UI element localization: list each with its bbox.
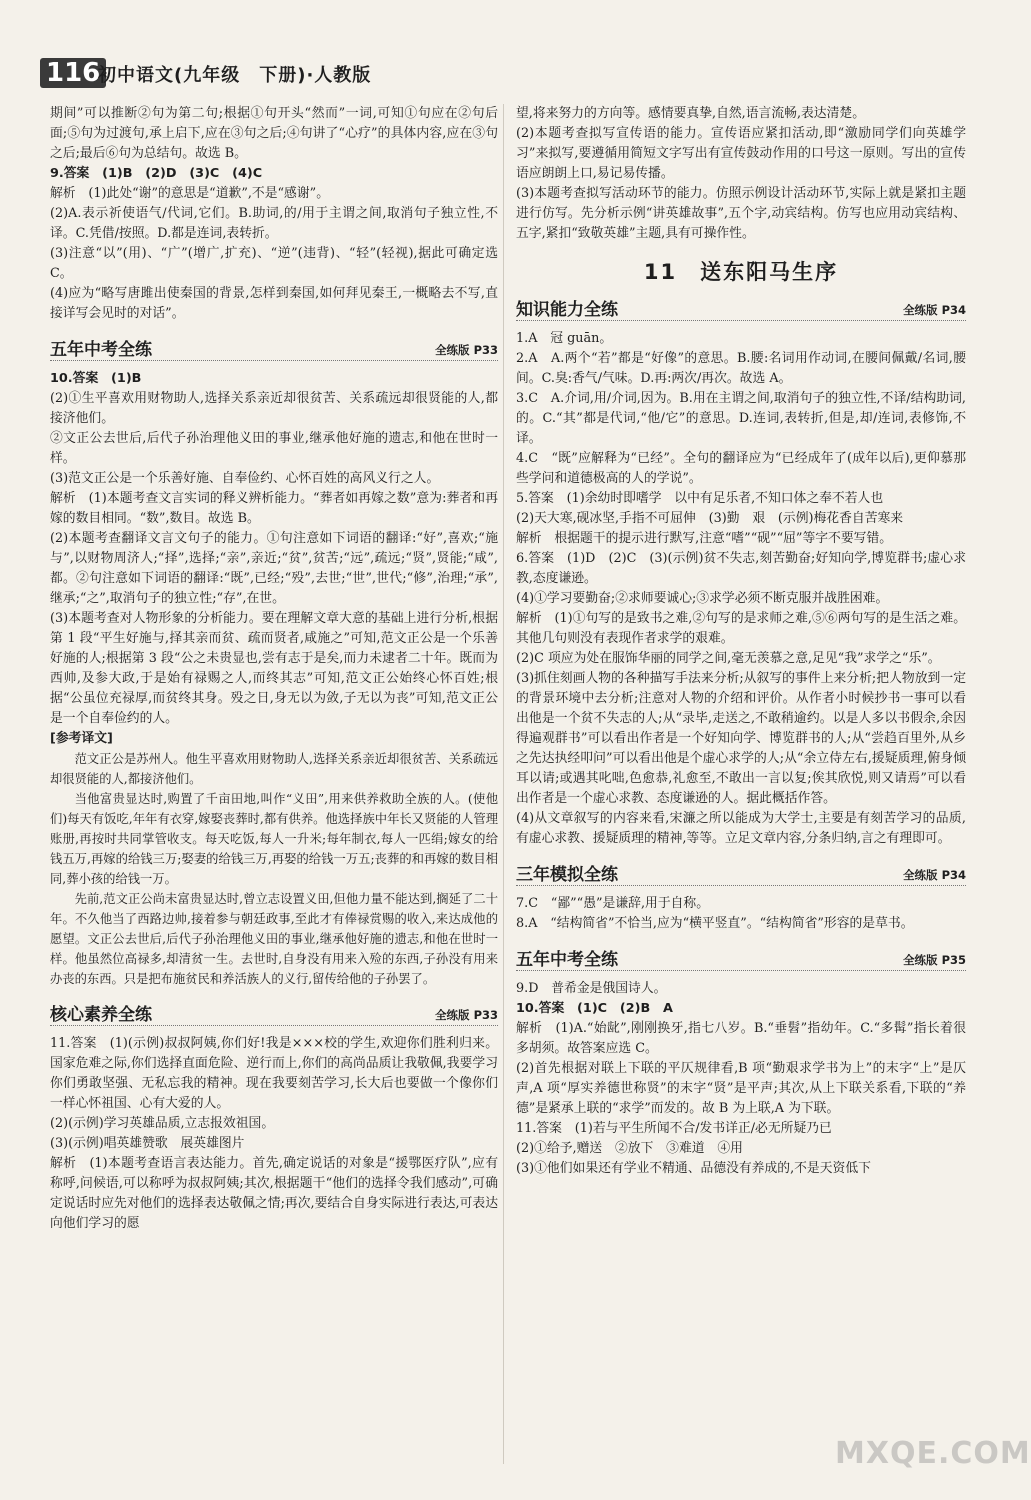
section-header — [516, 942, 966, 971]
paragraph: (2)(示例)学习英雄品质,立志报效祖国。 — [50, 1116, 275, 1131]
paragraph: (4)应为“略写唐雎出使秦国的背景,怎样到秦国,如何拜见秦王,一概略去不写,直接详写会见时的对话”。 — [50, 286, 498, 321]
page-header — [40, 58, 960, 98]
translation-paragraph: 先前,范文正公尚未富贵显达时,曾立志设置义田,但他力量不能达到,搁延了二十年。不久他当了西路边帅,接着参与朝廷政事,至此才有俸禄赏赐的收入,来达成他的愿望。文正公去世后,后代子孙治理他义田的事业,继承他好施的遗志,和他在世时一样。他虽然位高禄多,却清贫一生。去世时,自身没有用来入殓的东西,子孙没有用来办丧的东西。只是把布施贫民和养活族人的义行,留传给他的子孙罢了。 — [50, 892, 498, 986]
paragraph: 望,将来努力的方向等。感情要真挚,自然,语言流畅,表达清楚。 — [516, 106, 865, 121]
translation-heading: [参考译文] — [50, 731, 113, 746]
answer-item: 11.答案 (1)若与平生所闻不合/发书详正/必无所疑乃已 — [516, 1121, 832, 1136]
paragraph: 解析 根据题干的提示进行默写,注意“嗜”“砚”“屈”等字不要写错。 — [516, 531, 893, 546]
paragraph: 解析 (1)A.“始龀”,刚刚换牙,指七八岁。B.“垂髫”指幼年。C.“多髯”指长着很多胡须。故答案应选 C。 — [516, 1021, 966, 1056]
paragraph: (2)本题考查拟写宣传语的能力。宣传语应紧扣活动,即“激励同学们向英雄学习”来拟写,要遵循用简短文字写出有宣传鼓动作用的口号这一原则。写出的宣传语应朗朗上口,易记易传播。 — [516, 126, 966, 181]
answer-item: 4.C “既”应解释为“已经”。全句的翻译应为“已经成年了(成年以后),更仰慕那些学问和道德极高的人的学说”。 — [516, 451, 966, 486]
paragraph: (2)C 项应为处在服饰华丽的同学之间,毫无羡慕之意,足见“我”求学之“乐”。 — [516, 651, 941, 666]
answer-item: 9.D 普希金是俄国诗人。 — [516, 981, 667, 996]
paragraph: (3)本题考查拟写活动环节的能力。仿照示例设计活动环节,实际上就是紧扣主题进行仿写。先分析示例“讲英雄故事”,五个字,动宾结构。仿写也应用动宾结构、五字,紧扣“致敬英雄”主题,具有可操作性。 — [516, 186, 966, 241]
paragraph: (3)范文正公是一个乐善好施、自奉俭约、心怀百姓的高风义行之人。 — [50, 471, 440, 486]
paragraph: (3)本题考查对人物形象的分析能力。要在理解文章大意的基础上进行分析,根据第 1 段“平生好施与,择其亲而贫、疏而贤者,咸施之”可知,范文正公是一个乐善好施的人;根据第 3 段“公之未贵显也,尝有志于是矣,而力未逮者二十年。既而为西帅,及参大政,于是始有禄赐之人,而终其志”可知,范文正公始终心怀百姓;根据“公虽位充禄厚,而贫终其身。殁之日,身无以为敛,子无以为丧”可知,范文正公是一个自奉俭约的人。 — [50, 611, 498, 726]
section-title: 核心素养全练 — [50, 1005, 152, 1025]
section-ref: 全练版 P34 — [903, 868, 966, 882]
paragraph: 期间”可以推断②句为第二句;根据①句开头“然而”一词,可知①句应在②句后面;⑤句为过渡句,承上启下,应在③句之后;④句讲了“心疗”的具体内容,应在③句之后;最后⑥句为总结句。故选 B。 — [50, 106, 498, 161]
answer-item: 3.C A.介词,用/介词,因为。B.用在主谓之间,取消句子的独立性,不译/结构助词,的。C.“其”都是代词,“他/它”的意思。D.连词,表转折,但是,却/连词,表修饰,不译。 — [516, 391, 966, 446]
section-header — [516, 857, 966, 886]
section-title: 三年模拟全练 — [516, 865, 618, 885]
column-divider — [503, 104, 504, 1464]
answer-item: 6.答案 (1)D (2)C (3)(示例)贫不失志,刻苦勤奋;好知向学,博览群书;虚心求教,态度谦逊。 — [516, 551, 966, 586]
paragraph: (3)①他们如果还有学业不精通、品德没有养成的,不是天资低下 — [516, 1161, 871, 1176]
watermark: MXQE.COM — [835, 1436, 1031, 1471]
right-column — [516, 104, 966, 1179]
left-column — [50, 104, 498, 1234]
answer-9: 9.答案 (1)B (2)D (3)C (4)C — [50, 166, 263, 181]
paragraph: 解析 (1)此处“谢”的意思是“道歉”,不是“感谢”。 — [50, 186, 329, 201]
paragraph: 解析 (1)本题考查文言实词的释义辨析能力。“葬者如再嫁之数”意为:葬者和再嫁的数目相同。“数”,数目。故选 B。 — [50, 491, 498, 526]
section-title: 五年中考全练 — [50, 340, 152, 360]
paragraph: (2)首先根据对联上下联的平仄规律看,B 项“勤艰求学书为上”的末字“上”是仄声,A 项“厚实养德世称贤”的末字“贤”是平声;其次,从上下联关系看,下联的“养德”是紧承上联的“求学”而发的。故 B 为上联,A 为下联。 — [516, 1061, 966, 1116]
paragraph: (4)从文章叙写的内容来看,宋濂之所以能成为大学士,主要是有刻苦学习的品质,有虚心求教、援疑质理的精神,等等。立足文章内容,分条归纳,言之有理即可。 — [516, 811, 966, 846]
paragraph: (2)A.表示祈使语气/代词,它们。B.助词,的/用于主谓之间,取消句子独立性,不译。C.凭借/按照。D.都是连词,表转折。 — [50, 206, 498, 241]
paragraph: (3)抓住刻画人物的各种描写手法来分析;从叙写的事件上来分析;把人物放到一定的背景环境中去分析;注意对人物的介绍和评价。从作者小时候抄书一事可以看出他是一个贫不失志的人;从“录毕,走送之,不敢稍逾约。以是人多以书假余,余因得遍观群书”可以看出作者是一个好知向学、博览群书的人;从“尝趋百里外,从乡之先达执经叩问”可以看出他是个虚心求学的人;从“余立侍左右,援疑质理,俯身倾耳以请;或遇其叱咄,色愈恭,礼愈至,不敢出一言以复;俟其欣悦,则又请焉”可以看出作者是一个虚心求教、态度谦逊的人。据此概括作答。 — [516, 671, 966, 806]
page-number: 116 — [40, 58, 106, 88]
section-title: 五年中考全练 — [516, 950, 618, 970]
answer-item: 1.A 冠 guān。 — [516, 331, 613, 346]
paragraph: (3)注意“以”(用)、“广”(增广,扩充)、“逆”(违背)、“轻”(轻视),据此可确定选 C。 — [50, 246, 498, 281]
section-header — [50, 332, 498, 361]
translation-paragraph: 当他富贵显达时,购置了千亩田地,叫作“义田”,用来供养救助全族的人。(使他们)每天有饭吃,年年有衣穿,嫁娶丧葬时,都有供养。他选择族中年长又贤能的人管理账册,再按时共同掌管收支。每天吃饭,每人一升米;每年制衣,每人一匹绢;嫁女的给钱五万,再嫁的给钱三万;娶妻的给钱三万,再娶的给钱一万五;丧葬的和再嫁的数目相同,葬小孩的给钱一万。 — [50, 792, 498, 886]
section-ref: 全练版 P33 — [435, 1008, 498, 1022]
paragraph: (4)①学习要勤奋;②求师要诚心;③求学必须不断克服并战胜困难。 — [516, 591, 889, 606]
answer-item: 5.答案 (1)余幼时即嗜学 以中有足乐者,不知口体之奉不若人也 — [516, 491, 884, 506]
chapter-title: 11 送东阳马生序 — [643, 260, 839, 284]
answer-11: 11.答案 (1)(示例)叔叔阿姨,你们好!我是×××校的学生,欢迎你们胜利归来。国家危难之际,你们选择直面危险、逆行而上,你们的高尚品质让我敬佩,我要学习你们勇敢坚强、无私忘我的精神。现在我要刻苦学习,长大后也要做一个像你们一样心怀祖国、心有大爱的人。 — [50, 1036, 498, 1111]
section-ref: 全练版 P34 — [903, 303, 966, 317]
paragraph: (2)天大寒,砚冰坚,手指不可屈伸 (3)勤 艰 (示例)梅花香自苦寒来 — [516, 511, 904, 526]
paragraph: (2)①生平喜欢用财物助人,选择关系亲近却很贫苦、关系疏远却很贤能的人,都接济他们。 — [50, 391, 498, 426]
translation-paragraph: 范文正公是苏州人。他生平喜欢用财物助人,选择关系亲近却很贫苦、关系疏远却很贤能的人,都接济他们。 — [50, 752, 498, 786]
paragraph: (3)(示例)唱英雄赞歌 展英雄图片 — [50, 1136, 245, 1151]
book-title: 初中语文(九年级 下册)·人教版 — [98, 65, 372, 86]
answer-10: 10.答案 (1)B — [50, 371, 142, 386]
section-header — [516, 292, 966, 321]
paragraph: 解析 (1)①句写的是致书之难,②句写的是求师之难,⑤⑥两句写的是生活之难。其他几句则没有表现作者求学的艰难。 — [516, 611, 966, 646]
answer-item: 8.A “结构简省”不恰当,应为“横平竖直”。“结构简省”形容的是草书。 — [516, 916, 914, 931]
section-header — [50, 997, 498, 1026]
paragraph: ②文正公去世后,后代子孙治理他义田的事业,继承他好施的遗志,和他在世时一样。 — [50, 431, 498, 466]
answer-item: 7.C “鄙”“愚”是谦辞,用于自称。 — [516, 896, 710, 911]
paragraph: (2)①给予,赠送 ②放下 ③难道 ④用 — [516, 1141, 743, 1156]
section-title: 知识能力全练 — [516, 300, 618, 320]
answer-item: 10.答案 (1)C (2)B A — [516, 1001, 673, 1016]
paragraph: (2)本题考查翻译文言文句子的能力。①句注意如下词语的翻译:“好”,喜欢;“施与”,以财物周济人;“择”,选择;“亲”,亲近;“贫”,贫苦;“远”,疏远;“贤”,贤能;“咸”,都。②句注意如下词语的翻译:“既”,已经;“殁”,去世;“世”,世代;“修”,治理;“承”,继承;“之”,取消句子的独立性;“存”,在世。 — [50, 531, 498, 606]
section-ref: 全练版 P33 — [435, 343, 498, 357]
answer-item: 2.A A.两个“若”都是“好像”的意思。B.腰:名词用作动词,在腰间佩戴/名词,腰间。C.臭:香气/气味。D.再:两次/再次。故选 A。 — [516, 351, 966, 386]
section-ref: 全练版 P35 — [903, 953, 966, 967]
paragraph: 解析 (1)本题考查语言表达能力。首先,确定说话的对象是“援鄂医疗队”,应有称呼,问候语,可以称呼为叔叔阿姨;其次,根据题干“他们的选择令我们感动”,可确定说话时应先对他们的选择表达敬佩之情;再次,要结合自身实际进行表达,可表达向他们学习的愿 — [50, 1156, 498, 1231]
